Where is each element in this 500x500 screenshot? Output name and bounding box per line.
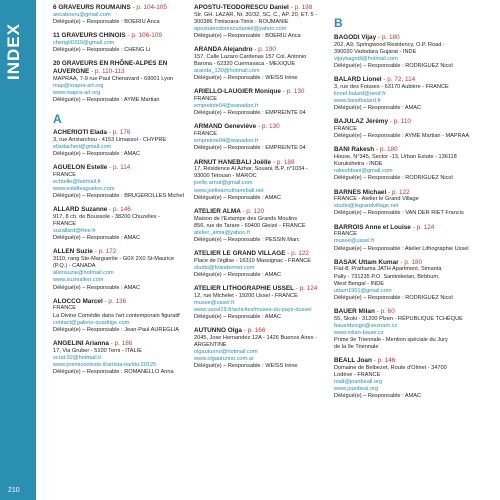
entry-line: Lodève - FRANCE: [334, 372, 381, 379]
page-reference: - p. 122: [388, 188, 410, 196]
index-entry: [194, 4, 339, 40]
entry-title: [334, 76, 482, 84]
entry-line: Maison de l'Estampe des Grands Moulins: [194, 215, 298, 222]
contact-link[interactable]: lionel.balard@neuf.fr: [334, 91, 386, 98]
entry-given-name: Milan: [358, 307, 375, 315]
entry-line: Flat-8, Prathama JATH Apartment, Simanta: [334, 266, 442, 273]
entry-title: [194, 208, 339, 216]
entry-given-name: Monique: [254, 88, 281, 96]
index-entry: [53, 129, 195, 158]
entry-name: ARNUT HANEBALI: [194, 158, 252, 166]
entry-line: 202, A9, Springwood Residency, O.P. Road -: [334, 41, 445, 48]
index-title: INDEX: [4, 23, 23, 81]
entry-title: [334, 259, 482, 267]
contact-link[interactable]: echtelle@hotmail.fr: [53, 178, 101, 185]
entry-title: [53, 60, 195, 76]
entry-line: FRANCE - Atelier le Grand Village: [334, 196, 419, 203]
contact-link[interactable]: studio@fvandenriet.com: [194, 264, 255, 271]
entry-title: [53, 206, 195, 214]
entry-name: APOSTU-TEODORESCU: [194, 4, 268, 11]
entry-title: [53, 129, 195, 137]
entry-name: BASAK: [334, 258, 357, 266]
page-reference: - p. 146: [373, 357, 396, 365]
entry-title: [334, 308, 482, 316]
index-entry: [334, 189, 482, 218]
page-reference: - p. 130: [282, 88, 305, 96]
contact-link[interactable]: musee@ussel.fr: [334, 238, 375, 245]
entry-given-name: Uttam Kumar: [358, 258, 399, 266]
entry-line: Délégué(e) – Responsable : Atelier Lithographie Ussel: [334, 245, 469, 252]
contact-link[interactable]: bauerdesign@seznam.cz: [334, 322, 398, 329]
index-entry: [53, 206, 195, 242]
entry-line: Délégué(e) – Responsable : AMAC: [334, 105, 422, 112]
entry-line: Délégué(e) – Responsable : AMAC: [194, 271, 282, 278]
entry-line: La Divine Comédie dans l'art contemporain figuratif: [53, 312, 180, 319]
entry-given-name: Alejandro: [223, 46, 253, 54]
index-entry: [334, 146, 482, 182]
index-entry: [194, 88, 339, 117]
entry-line: Délégué(e) – Responsable : RODRIGUEZ Nicol: [334, 175, 453, 182]
contact-link[interactable]: allensuzie@hotmail.com: [53, 270, 114, 277]
page-reference: - p. 110: [389, 118, 411, 126]
entry-line: Délégué(e) – Responsable : AYME Martian: [53, 96, 160, 103]
contact-link[interactable]: empreinte04@wanadoo.fr: [194, 103, 259, 110]
entry-title: [334, 34, 482, 42]
index-entry: [334, 76, 482, 112]
entry-line: 55, Skoki - 31200 Plzen - RÉPUBLIQUE TCHÈQUE: [334, 315, 463, 322]
entry-line: Kurukshetra - INDE: [334, 161, 383, 168]
entry-line: 856, rue de Tarare - 69400 Gleizé - FRANCE: [194, 222, 306, 229]
entry-given-name: Rakesh: [351, 146, 375, 154]
index-entry: [194, 159, 339, 202]
entry-line: de la 9e Triennale: [334, 344, 379, 351]
index-column-1: [53, 4, 195, 382]
entry-name: AGUELON: [53, 164, 85, 172]
contact-link[interactable]: joelle.arnut@gmail.com: [194, 180, 253, 187]
entry-line: Pally - 731235 P.O. Santiniketan, Birbhum,: [334, 273, 440, 280]
entry-line: FRANCE: [334, 126, 357, 133]
entry-given-name: Geneviève: [224, 123, 257, 131]
index-entry: [53, 4, 195, 26]
entry-name: BEALL: [334, 357, 356, 365]
contact-link[interactable]: www.premioceleste.it/artista-ita/idu:20125: [53, 361, 157, 368]
page-reference: - p. 180: [400, 258, 423, 266]
contact-link[interactable]: empreinte04@wanadoo.fr: [194, 138, 259, 145]
entry-line: 17, Résidence Al Azhar, Souani, B.P. n°1034 -: [194, 166, 308, 173]
entry-given-name: Daniel: [269, 4, 289, 11]
contact-link[interactable]: www.joellearnuthanebali.net: [194, 187, 264, 194]
entry-line: FRANCE: [53, 305, 76, 312]
entry-given-name: Elada: [89, 128, 107, 136]
page-reference: - p. 124: [412, 223, 435, 231]
entry-name: ATELIER ALMA: [194, 207, 241, 215]
entry-line: (P.Q.) - CANADA: [53, 263, 96, 270]
index-entry: [194, 250, 339, 279]
contact-link[interactable]: scrat.92@hotmail.it: [53, 354, 101, 361]
index-entry: [194, 123, 339, 152]
page-reference: - p. 188: [272, 158, 295, 166]
index-entry: [53, 248, 195, 291]
page-reference: - p. 60: [376, 307, 395, 315]
entry-line: FRANCE: [53, 221, 76, 228]
entry-line: ARGENTINE: [194, 342, 227, 349]
contact-link[interactable]: atelier_alma@yahoo.fr: [194, 229, 251, 236]
entry-given-name: Anne et Louise: [365, 223, 411, 231]
entry-line: FRANCE: [334, 231, 357, 238]
index-entry: [334, 118, 482, 140]
entry-name: ALOCCO: [53, 297, 81, 305]
entry-line: FRANCE: [53, 171, 76, 178]
entry-name: AUTUNNO: [194, 327, 226, 335]
entry-given-name: Estelle: [86, 164, 108, 172]
index-entry: [194, 46, 339, 82]
entry-name: BAUER: [334, 307, 357, 315]
entry-line: Délégué(e) – Responsable : EMPREINTE 04: [194, 110, 306, 117]
entry-name: ANGELINI: [53, 339, 84, 347]
entry-line: Délégué(e) – Responsable : WEISS Irène: [194, 75, 298, 82]
contact-link[interactable]: map@mapra-art.org: [53, 82, 104, 89]
contact-link[interactable]: suzallard@free.fr: [53, 228, 96, 235]
entry-line: 93000 Tetouan - MAROC: [194, 173, 257, 180]
entry-given-name: Marcel: [82, 297, 103, 305]
index-entry: [53, 32, 195, 54]
entry-line: Barona - 62320 Cuernavaca - MEXIQUE: [194, 61, 296, 68]
entry-line: 17, Via Gruber - 5100 Terni - ITALIE: [53, 347, 142, 354]
contact-link[interactable]: www.olgautunno.com.ar: [194, 356, 254, 363]
entry-given-name: Joëlle: [252, 158, 272, 166]
entry-line: 3, rue Aristarchou - 4153 Limassol - CHYPRE: [53, 136, 167, 143]
entry-line: Délégué(e) – Responsable : ROMANELLO Anna: [53, 368, 174, 375]
entry-line: MAPRAA, 7-9 rue Paul Chenavard - 69001 Lyon: [53, 75, 174, 82]
page-reference: - p. 106-109: [127, 31, 162, 39]
entry-given-name: Michael: [362, 188, 387, 196]
entry-title: [53, 32, 195, 40]
contact-link[interactable]: apostuteodorescudaniel@yahoo.com: [194, 25, 287, 32]
index-entry: [334, 34, 482, 70]
entry-title: [194, 285, 339, 293]
entry-line: 917, 8 ch. de Boussole - 38200 Chuzelles -: [53, 213, 160, 220]
contact-link[interactable]: vijaybagodi@hotmail.com: [334, 55, 398, 62]
contact-link[interactable]: uttam1961@gmail.com: [334, 287, 392, 294]
entry-line: 390020 Vadodara Gujarat - INDE: [334, 48, 417, 55]
entry-title: [53, 4, 195, 12]
entry-line: Délégué(e) – Responsable : RODRIGUEZ Nicol: [334, 63, 453, 70]
entry-line: Délégué(e) – Responsable : BOERIU Anca: [53, 18, 160, 25]
entry-line: 2045, Jose Hernandez 12A - 1426 Buenos Aires -: [194, 334, 317, 341]
entry-line: Str. GH. LAZAR, Nr. 30/32, SC. C., AP. 20, ET. 5 -: [194, 11, 318, 18]
index-column-2: [194, 4, 339, 376]
page-reference: - p. 114: [109, 164, 131, 172]
entry-title: [194, 327, 339, 335]
entry-name: ATELIER LE GRAND VILLAGE: [194, 249, 286, 257]
entry-line: Délégué(e) – Responsable : Jean-Paul AUREGLIA: [53, 326, 179, 333]
index-entry: [194, 208, 339, 244]
entry-name: ACHERIOTI: [53, 128, 89, 136]
section-letter: B: [334, 16, 343, 30]
entry-name: ARIELLO-LAUGIER: [194, 88, 253, 96]
entry-line: Délégué(e) – Responsable : RODRIGUEZ Nicol: [334, 294, 453, 301]
contact-link[interactable]: mail@joanbeall.org: [334, 379, 382, 386]
entry-line: Délégué(e) – Responsable : AMAC: [194, 194, 282, 201]
page-reference: - p. 104-105: [132, 4, 167, 11]
entry-title: [334, 224, 482, 232]
index-entry: [334, 357, 482, 400]
page-reference: - p. 180: [375, 146, 398, 154]
entry-name: BARNES: [334, 188, 361, 196]
entry-line: West Bengal - INDE: [334, 280, 384, 287]
page-reference: - p. 190: [254, 46, 276, 54]
entry-line: Délégué(e) – Responsable : AMAC: [194, 314, 282, 321]
index-entry: [53, 298, 195, 334]
entry-line: Délégué(e) – Responsable : AMAC: [334, 393, 422, 400]
page-number: 210: [8, 487, 20, 494]
contact-link[interactable]: ancaboeru@gmail.com: [53, 11, 111, 18]
index-entry: [334, 308, 482, 351]
entry-line: Délégué(e) – Responsable : AMAC: [53, 284, 141, 291]
entry-line: Délégué(e) – Responsable : CHENG Li: [53, 46, 151, 53]
entry-name: BAGODI: [334, 34, 360, 41]
entry-title: [334, 189, 482, 197]
entry-line: Délégué(e) – Responsable : BRUGEROLLES Michel: [53, 193, 184, 200]
page-reference: - p. 186: [110, 339, 133, 347]
contact-link[interactable]: rakeshbani@gmail.com: [334, 168, 393, 175]
entry-title: [334, 118, 482, 126]
entry-given-name: Olga: [227, 327, 242, 335]
entry-line: 300386 Timisoara-Timis - ROUMANIE: [194, 18, 289, 25]
entry-title: [53, 298, 195, 306]
entry-title: [194, 46, 339, 54]
entry-line: Délégué(e) – Responsable : AYME Martian - MAPRAA: [334, 133, 470, 140]
page-reference: - p. 124: [295, 285, 318, 293]
entry-name: 20 GRAVEURS EN RHÔNE-ALPES EN AUVERGNE: [53, 59, 168, 75]
contact-link[interactable]: www.estelleaguelon.com: [53, 186, 115, 192]
index-entry: [53, 164, 195, 200]
entry-line: Délégué(e) – Responsable : AMAC: [53, 150, 141, 157]
contact-link[interactable]: www.milan-bauer.cz: [334, 329, 384, 336]
contact-link[interactable]: musee@ussel.fr: [194, 299, 235, 306]
entry-given-name: Jérémy: [365, 118, 388, 126]
page-reference: - p. 180: [377, 34, 400, 41]
entry-given-name: Joan: [356, 357, 372, 365]
entry-given-name: Suzanne: [81, 206, 108, 214]
entry-title: [194, 123, 339, 131]
entry-given-name: Suzie: [76, 248, 93, 256]
index-entry: [334, 224, 482, 253]
page-reference: - p. 146: [109, 206, 131, 214]
entry-title: [194, 250, 339, 258]
page-reference: - p. 110-113: [91, 67, 125, 75]
entry-line: 12, rue Michelet - 19200 Ussel - FRANCE: [194, 292, 298, 299]
entry-line: 3, rue des Foisses - 63170 Aubière - FRANCE: [334, 83, 449, 90]
entry-name: BANI: [334, 146, 350, 154]
index-sidebar: [0, 0, 36, 500]
page-reference: - p. 72, 114: [383, 76, 416, 84]
entry-line: Délégué(e) – Responsable : BOERIU Anca: [194, 33, 301, 40]
contact-link[interactable]: aranda_130@hotmail.com: [194, 68, 260, 75]
entry-name: ARANDA: [194, 46, 222, 54]
contact-link[interactable]: chengli0310@gmail.com: [53, 39, 115, 46]
page-reference: - p. 120: [242, 207, 265, 215]
page-reference: - p. 122: [287, 249, 309, 257]
entry-name: ALLARD: [53, 206, 80, 214]
entry-title: [194, 88, 339, 96]
entry-given-name: Lionel: [362, 76, 382, 84]
entry-title: [53, 164, 195, 172]
entry-title: [53, 248, 195, 256]
index-entry: [194, 285, 339, 321]
entry-name: ARMAND: [194, 123, 223, 131]
entry-line: Délégué(e) – Responsable : EMPREINTE 04: [194, 145, 306, 152]
entry-line: Domaine de Belbezet, Route d'Olmet - 34700: [334, 364, 447, 371]
entry-line: 3110, rang Ste-Marguerite - G0X 2X0 St-Maurice: [53, 256, 175, 263]
contact-link[interactable]: www.ussel19.fr/activites/musee-du-pays-dussel: [194, 307, 312, 313]
index-entry: [53, 340, 195, 376]
entry-title: [334, 146, 482, 154]
entry-line: Délégué(e) – Responsable : PESSIN Marc: [194, 236, 300, 243]
entry-title: [194, 159, 339, 167]
index-entry: [334, 259, 482, 302]
entry-name: ALLEN: [53, 248, 75, 256]
entry-line: Délégué(e) – Responsable : AMAC: [53, 235, 141, 242]
index-entry: [194, 327, 339, 370]
entry-line: House, N°345, Sector -13, Urban Estate - 136118: [334, 154, 457, 161]
page-reference: - p. 136: [104, 297, 127, 305]
contact-link[interactable]: elladacheri@gmail.com: [53, 143, 112, 150]
section-letter: A: [53, 111, 62, 126]
entry-title: [194, 4, 339, 12]
entry-name: BAJULAZ: [334, 118, 364, 126]
entry-line: Délégué(e) – Responsable : VAN DER RIET Francis: [334, 210, 464, 217]
entry-name: BARROIS: [334, 223, 364, 231]
page-reference: - p. 166: [243, 327, 266, 335]
entry-line: FRANCE: [194, 131, 217, 138]
entry-line: 157, Calle Lazaro Cardenas 157 Col. Antonio: [194, 53, 307, 60]
contact-link[interactable]: www.suzieallen.com: [53, 277, 104, 284]
page-reference: - p. 198: [290, 4, 313, 11]
page-reference: - p. 172: [94, 248, 117, 256]
entry-title: [53, 340, 195, 348]
entry-title: [334, 357, 482, 365]
entry-name: 11 GRAVEURS CHINOIS: [53, 31, 126, 39]
contact-link[interactable]: www.joanbeal.org: [334, 386, 379, 393]
entry-line: Place de l'église - 16310 Massignac - FRANCE: [194, 257, 312, 264]
entry-given-name: Vijay: [361, 34, 377, 41]
entry-name: 6 GRAVEURS ROUMAINS: [53, 4, 131, 11]
index-entry: [53, 60, 195, 104]
contact-link[interactable]: www.lionelbalard.fr: [334, 98, 381, 105]
entry-line: FRANCE: [194, 96, 217, 103]
page-reference: - p. 130: [257, 123, 280, 131]
contact-link[interactable]: contact@galerie-quadrige.com: [53, 319, 130, 326]
entry-line: Délégué(e) – Responsable : WEISS Irène: [194, 363, 298, 370]
contact-link[interactable]: www.mapra-art.org: [53, 89, 101, 96]
entry-line: Prime 9e Triennale - Mention spéciale du Jury: [334, 337, 448, 343]
index-column-3: [334, 4, 482, 406]
contact-link[interactable]: studio@legrandvillage.net: [334, 203, 399, 210]
contact-link[interactable]: olgautunno@hotmail.com: [194, 349, 258, 356]
entry-given-name: Arianna: [85, 339, 109, 347]
entry-name: BALARD: [334, 76, 361, 84]
entry-name: ATELIER LITHOGRAPHIE USSEL: [194, 285, 294, 293]
page-reference: - p. 176: [108, 128, 131, 136]
